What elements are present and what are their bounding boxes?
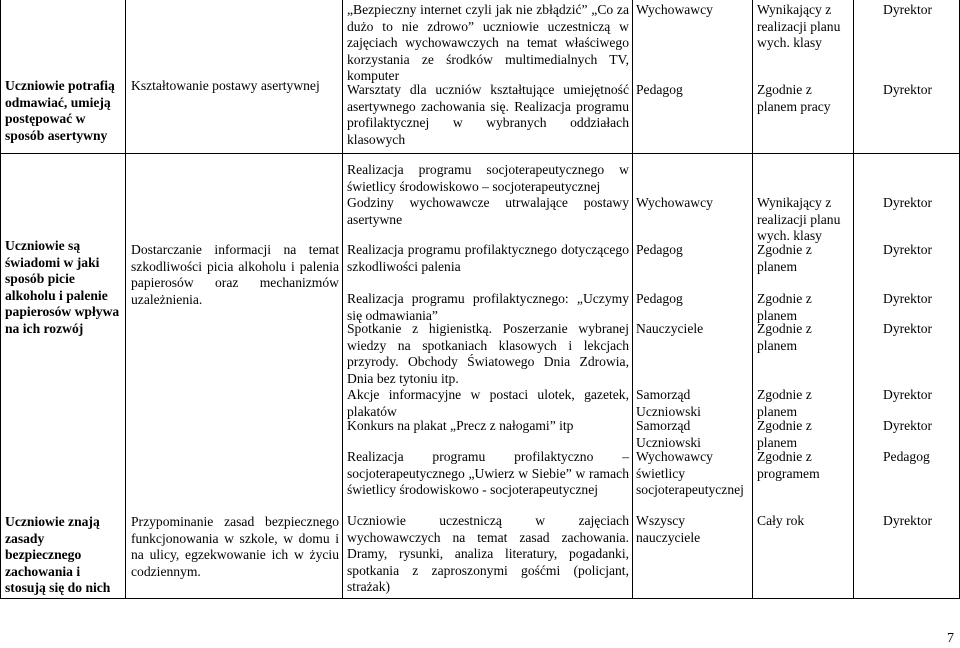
supervisor-cell: Dyrektor bbox=[883, 195, 933, 210]
deadline-cell: Wynikający z realizacji planu wych. klasy bbox=[757, 2, 841, 51]
supervisor-cell: Dyrektor bbox=[883, 2, 933, 17]
deadline-cell: Wynikający z realizacji planu wych. klasy bbox=[757, 195, 841, 244]
deadline-cell: Zgodnie z planem bbox=[757, 242, 812, 274]
action-cell: Uczniowie uczestniczą w zajęciach wychowawczych na temat zasad zachowania. Dramy, rysunki, analiza literatury, pogadanki, spotkania z zaproszonymi gośćmi (policjant, strażak) bbox=[347, 513, 629, 595]
task-cell: Przypominanie zasad bezpiecznego funkcjonowania w szkole, w domu i na ulicy, egzekwowanie ich w życiu codziennym. bbox=[131, 514, 339, 579]
deadline-cell: Zgodnie z planem bbox=[757, 321, 812, 353]
deadline-cell: Zgodnie z planem bbox=[757, 418, 812, 450]
deadline-cell: Zgodnie z planem bbox=[757, 291, 812, 323]
responsible-cell: Pedagog bbox=[636, 291, 683, 306]
supervisor-cell: Dyrektor bbox=[883, 513, 933, 528]
supervisor-cell: Pedagog bbox=[883, 449, 930, 464]
responsible-cell: Pedagog bbox=[636, 82, 683, 97]
row-divider bbox=[0, 598, 960, 599]
action-cell: Realizacja programu profilaktycznego: „Uczymy się odmawiania” bbox=[347, 291, 629, 323]
responsible-cell: Wszyscy nauczyciele bbox=[636, 513, 701, 545]
col-divider bbox=[125, 0, 126, 598]
responsible-cell: Samorząd Uczniowski bbox=[636, 418, 701, 450]
page-number: 7 bbox=[947, 631, 954, 646]
action-cell: Godziny wychowawcze utrwalające postawy asertywne bbox=[347, 195, 629, 227]
task-cell: Dostarczanie informacji na temat szkodliwości picia alkoholu i palenia papierosów oraz mechanizmów uzależnienia. bbox=[131, 242, 339, 307]
supervisor-cell: Dyrektor bbox=[883, 291, 933, 306]
goal-cell: Uczniowie są świadomi w jaki sposób picie alkoholu i palenie papierosów wpływa na ich rozwój bbox=[5, 238, 120, 336]
goal-cell: Uczniowie potrafią odmawiać, umieją postępować w sposób asertywny bbox=[5, 78, 115, 143]
action-cell: Spotkanie z higienistką. Poszerzanie wybranej wiedzy na spotkaniach klasowych i lekcjach przyrody. Obchody Światowego Dnia Zdrowia, Dnia bez tytoniu itp. bbox=[347, 321, 629, 386]
responsible-cell: Pedagog bbox=[636, 242, 683, 257]
goal-cell: Uczniowie znają zasady bezpiecznego zachowania i stosują się do nich bbox=[5, 514, 111, 596]
col-divider bbox=[632, 0, 633, 598]
action-cell: Warsztaty dla uczniów kształtujące umiejętność asertywnego zachowania się. Realizacja programu profilaktycznej w wybranych oddziałach klasowych bbox=[347, 82, 629, 147]
task-cell: Kształtowanie postawy asertywnej bbox=[131, 78, 320, 93]
deadline-cell: Zgodnie z planem pracy bbox=[757, 82, 831, 114]
deadline-cell: Zgodnie z programem bbox=[757, 449, 820, 481]
responsible-cell: Wychowawcy bbox=[636, 195, 713, 210]
action-cell: Realizacja programu profilaktyczno – socjoterapeutycznego „Uwierz w Siebie” w ramach świetlicy środowiskowo - socjoterapeutycznej bbox=[347, 449, 629, 498]
supervisor-cell: Dyrektor bbox=[883, 242, 933, 257]
col-divider bbox=[853, 0, 854, 598]
action-cell: Realizacja programu socjoterapeutycznego w świetlicy środowiskowo – socjoterapeutycznej bbox=[347, 162, 629, 194]
col-divider bbox=[752, 0, 753, 598]
action-cell: Konkurs na plakat „Precz z nałogami” itp bbox=[347, 418, 574, 433]
responsible-cell: Wychowawcy bbox=[636, 2, 713, 17]
supervisor-cell: Dyrektor bbox=[883, 387, 933, 402]
deadline-cell: Cały rok bbox=[757, 513, 805, 528]
col-divider bbox=[342, 0, 343, 598]
supervisor-cell: Dyrektor bbox=[883, 418, 933, 433]
responsible-cell: Samorząd Uczniowski bbox=[636, 387, 701, 419]
row-divider bbox=[0, 153, 960, 154]
responsible-cell: Nauczyciele bbox=[636, 321, 704, 336]
supervisor-cell: Dyrektor bbox=[883, 82, 933, 97]
deadline-cell: Zgodnie z planem bbox=[757, 387, 812, 419]
action-cell: „Bezpieczny internet czyli jak nie zbłądzić” „Co za dużo to nie zdrowo” uczniowie uczestniczą w zajęciach wychowawczych na temat właściwego korzystania ze środków multimedialnych TV, komputer bbox=[347, 2, 629, 84]
col-divider bbox=[0, 0, 1, 598]
responsible-cell: Wychowawcy świetlicy socjoterapeutycznej bbox=[636, 449, 744, 498]
action-cell: Akcje informacyjne w postaci ulotek, gazetek, plakatów bbox=[347, 387, 629, 419]
action-cell: Realizacja programu profilaktycznego dotyczącego szkodliwości palenia bbox=[347, 242, 629, 274]
supervisor-cell: Dyrektor bbox=[883, 321, 933, 336]
